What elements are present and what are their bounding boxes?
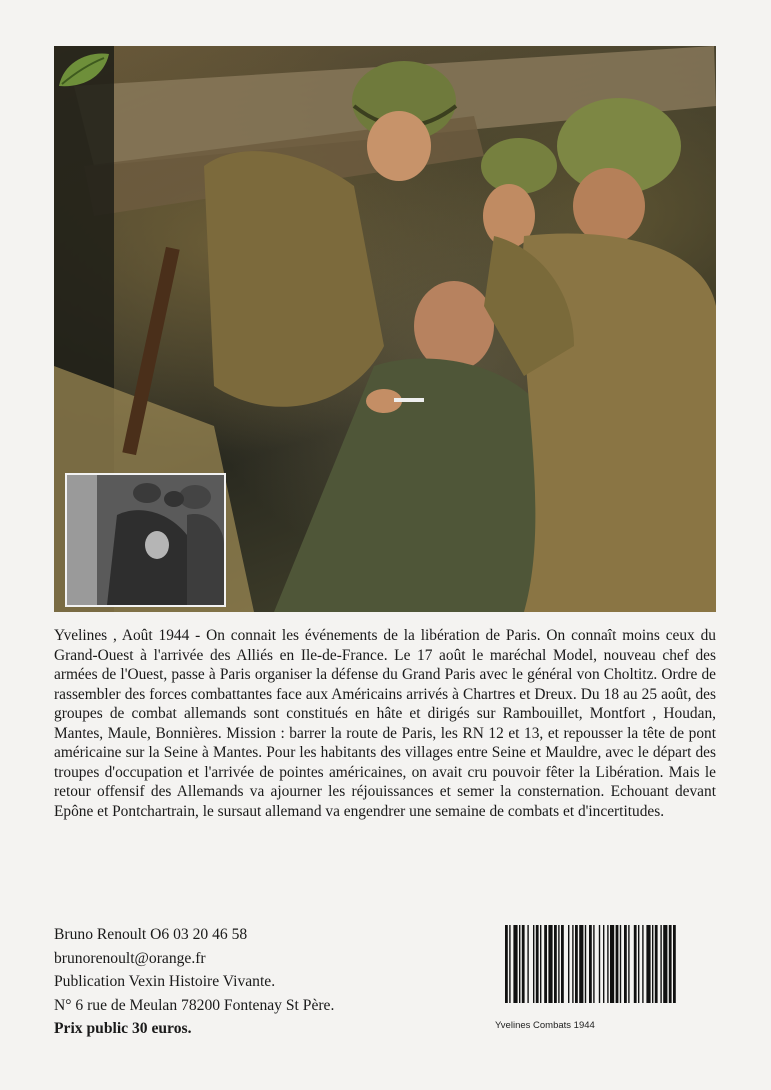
price-label: Prix public 30 euros. xyxy=(54,1020,192,1037)
description-paragraph: Yvelines , Août 1944 - On connait les événements de la libération de Paris. On connaît moins ceux du Grand-Ouest à l'arrivée des Alliés en Ile-de-France. Le 17 août le maréchal Model, nouveau chef des armées de l'Ouest, passe à Paris organiser la défense du Grand Paris avec le général von Choltitz. Ordre de rassembler des forces combattantes face aux Américains arrivés à Chartres et Dreux. Du 18 au 25 août, des groupes de combat allemands sont constitués en hâte et dirigés sur Rambouillet, Montfort , Houdan, Mantes, Maule, Bonnières. Mission : barrer la route de Paris, les RN 12 et 13, et repousser la tête de pont américaine sur la Seine à Mantes. Pour les habitants des villages entre Seine et Mauldre, avec le départ des troupes d'occupation et l'arrivée de pointes américaines, on avait cru pouvoir fêter la Libération. Mais le retour offensif des Allemands va ajourner les réjouissances et semer la consternation. Echouant devant Epône et Pontchartrain, le sursaut allemand va engendrer une semaine de combats et d'incertitudes. xyxy=(54,627,716,820)
inset-photo xyxy=(65,473,226,607)
barcode-caption: Yvelines Combats 1944 xyxy=(495,1020,595,1031)
author-email: brunorenoult@orange.fr xyxy=(54,949,206,967)
publisher-name: Publication Vexin Histoire Vivante. xyxy=(54,973,276,990)
leaf-icon xyxy=(54,46,112,94)
publisher-address: N° 6 rue de Meulan 78200 Fontenay St Père. xyxy=(54,996,335,1014)
soldiers-bw-photo-illustration xyxy=(67,475,224,605)
author-name-phone: Bruno Renoult O6 03 20 46 58 xyxy=(54,926,248,943)
barcode-icon xyxy=(505,925,717,1003)
contact-block xyxy=(54,923,474,1041)
